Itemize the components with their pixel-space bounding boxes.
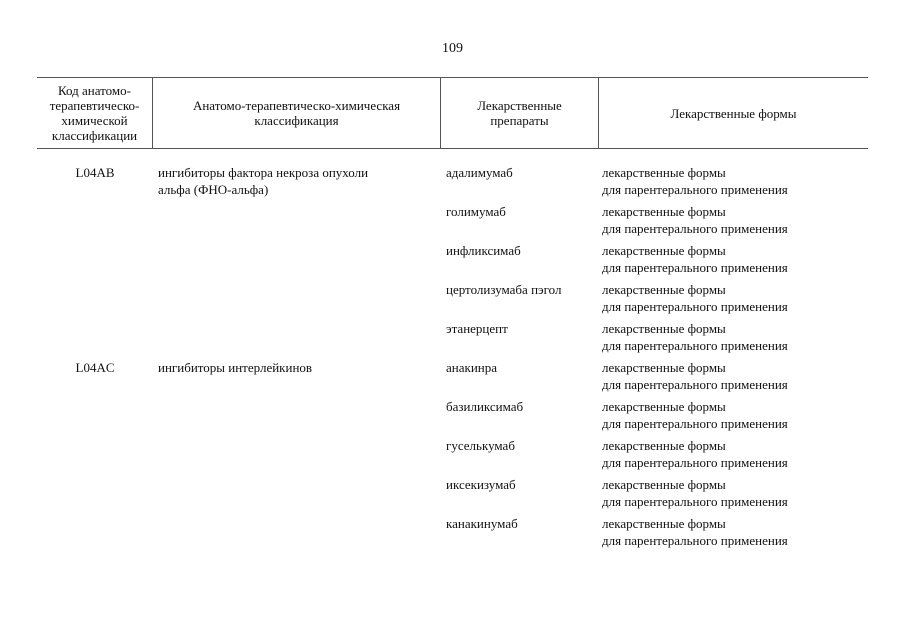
drug-name: анакинра: [446, 360, 497, 375]
dosage-form: лекарственные формы для парентерального применения: [602, 165, 788, 197]
drug-name: иксекизумаб: [446, 477, 516, 492]
drug-name: базиликсимаб: [446, 399, 524, 414]
table-row: [37, 437, 868, 476]
table-row: [37, 203, 868, 242]
dosage-form: лекарственные формы для парентерального применения: [602, 516, 788, 548]
drug-name: инфликсимаб: [446, 243, 521, 258]
table-row: [37, 281, 868, 320]
atc-code: L04AC: [75, 360, 115, 375]
atc-classification: ингибиторы фактора некроза опухоли альфа (ФНО-альфа): [158, 165, 369, 197]
header-drugs: Лекарственные препараты: [441, 78, 599, 148]
drug-name: цертолизумаба пэгол: [446, 282, 562, 297]
table-header: [37, 77, 868, 149]
table-body: [37, 164, 868, 554]
header-code: Код анатомо- терапевтическо- химической классификации: [37, 78, 153, 148]
dosage-form: лекарственные формы для парентерального применения: [602, 243, 788, 275]
drug-name: гуселькумаб: [446, 438, 515, 453]
dosage-form: лекарственные формы для парентерального применения: [602, 204, 788, 236]
table-row: [37, 515, 868, 554]
header-classification: Анатомо-терапевтическо-химическая классификация: [153, 78, 441, 148]
dosage-form: лекарственные формы для парентерального применения: [602, 399, 788, 431]
table-row: [37, 359, 868, 398]
drug-name: этанерцепт: [446, 321, 508, 336]
table-row: [37, 476, 868, 515]
table-row: [37, 320, 868, 359]
header-forms: Лекарственные формы: [670, 105, 797, 121]
atc-code: L04AB: [75, 165, 115, 180]
dosage-form: лекарственные формы для парентерального применения: [602, 360, 788, 392]
dosage-form: лекарственные формы для парентерального применения: [602, 282, 788, 314]
drug-name: голимумаб: [446, 204, 506, 219]
drug-name: адалимумаб: [446, 165, 513, 180]
table-row: [37, 164, 868, 203]
table-row: [37, 398, 868, 437]
dosage-form: лекарственные формы для парентерального применения: [602, 438, 788, 470]
drug-classification-table: [37, 77, 868, 554]
drug-name: канакинумаб: [446, 516, 518, 531]
dosage-form: лекарственные формы для парентерального применения: [602, 477, 788, 509]
page-number: 109: [442, 41, 463, 56]
dosage-form: лекарственные формы для парентерального применения: [602, 321, 788, 353]
atc-classification: ингибиторы интерлейкинов: [158, 360, 313, 375]
table-row: [37, 242, 868, 281]
